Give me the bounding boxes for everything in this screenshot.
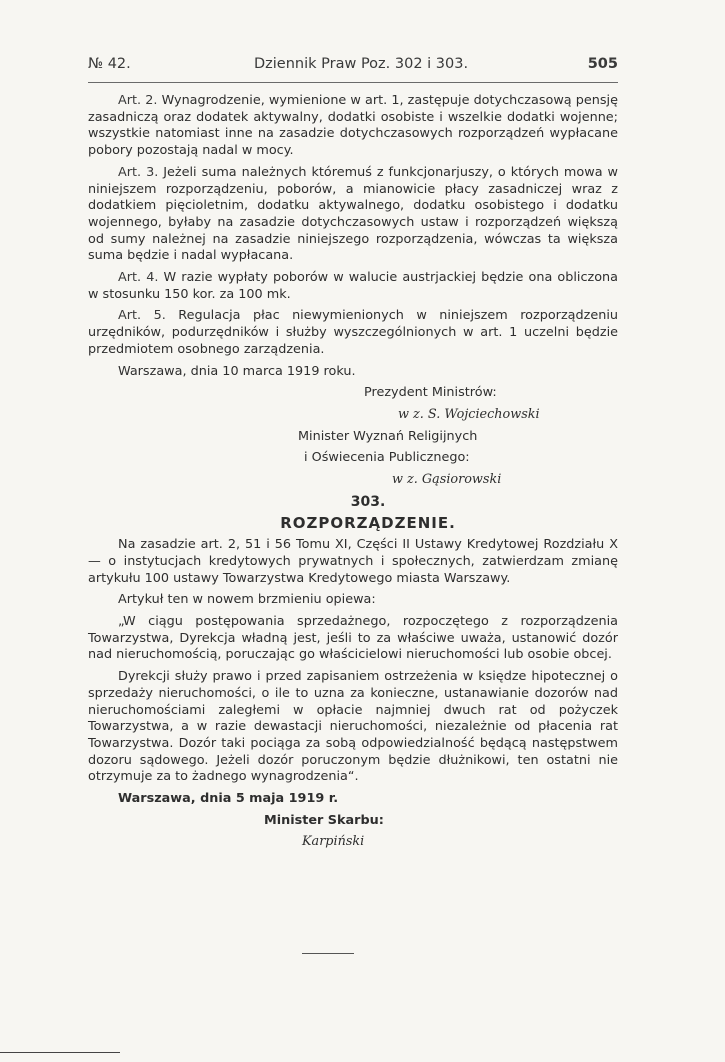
end-rule xyxy=(302,953,354,954)
article-4: Art. 4. W razie wypłaty poborów w walucie austrjackiej będzie ona obliczona w stosunku 150 kor. za 100 mk. xyxy=(88,270,618,302)
signature-title-2a: Minister Wyznań Religijnych xyxy=(298,428,478,444)
footer-line xyxy=(0,1052,120,1053)
section-paragraph: „W ciągu postępowania sprzedażnego, rozpoczętego z rozporządzenia Towarzystwa, Dyrekcja władną jest, jeśli to za właściwe uważa, ustanowić dozór nad nieruchomością, poruczając go właścicielowi nieruchomości lub osobie obcej. xyxy=(88,613,618,663)
section-title: ROZPORZĄDZENIE. xyxy=(280,514,456,533)
signature-title-2b: i Oświecenia Publicznego: xyxy=(304,450,470,466)
minister-title: Minister Skarbu: xyxy=(264,812,384,828)
journal-title: Dziennik Praw Poz. 302 i 303. xyxy=(254,56,469,72)
page-number: 505 xyxy=(587,56,618,72)
section-city-date: Warszawa, dnia 5 maja 1919 r. xyxy=(118,791,339,807)
minister-name: Karpiński xyxy=(302,834,365,850)
article-2: Art. 2. Wynagrodzenie, wymienione w art. 1, zastępuje dotychczasową pensję zasadniczą oraz dodatek aktywalny, dodatki osobiste i wszelkie dodatki wojenne; wszystkie natomiast inne na zasadzie dotychczasowych rozporządzeń wypłacane pobory pozostają nadal w mocy. xyxy=(88,93,618,159)
issue-number: № 42. xyxy=(88,56,131,72)
section-paragraph: Artykuł ten w nowem brzmieniu opiewa: xyxy=(118,592,376,608)
header-rule xyxy=(88,82,618,83)
section-paragraph: Dyrekcji służy prawo i przed zapisaniem ostrzeżenia w księdze hipotecznej o sprzedaży nieruchomości, o ile to uzna za konieczne, ustanawianie dozorów nad nieruchomościami zaległemi w opłacie najmniej dwuch rat od pożyczek Towarzystwa, a w razie dewastacji nieruchomości, niezależnie od płacenia rat Towarzystwa. Dozór taki pociąga za sobą odpowiedzialność będącą następstwem dozoru sądowego. Jeżeli dozór poruczonym będzie dłużnikowi, ten ostatni nie otrzymuje za to żadnego wynagrodzenia“. xyxy=(88,669,618,785)
signature-name-1: w z. S. Wojciechowski xyxy=(398,406,540,422)
signature-title-1: Prezydent Ministrów: xyxy=(364,385,497,401)
article-5: Art. 5. Regulacja płac niewymienionych w niniejszem rozporządzeniu urzędników, podurzędników i służby wyszczególnionych w art. 1 uczelni będzie przedmiotem osobnego zarządzenia. xyxy=(88,308,618,357)
signature-city-date: Warszawa, dnia 10 marca 1919 roku. xyxy=(118,363,356,379)
document-body xyxy=(88,93,618,856)
article-3: Art. 3. Jeżeli suma należnych któremuś z funkcjonarjuszy, o których mowa w niniejszem rozporządzeniu, poborów, a mianowicie płacy zasadniczej wraz z dodatkiem pięcioletnim, dodatku aktywalnego, dodatku osobistego i dodatku wojennego, byłaby na zasadzie dotychczasowych ustaw i rozporządzeń większą od sumy należnej na zasadzie niniejszego rozporządzenia, wówczas ta większa suma będzie i nadal wypłacana. xyxy=(88,164,618,264)
signature-name-2: w z. Gąsiorowski xyxy=(392,472,502,488)
section-number: 303. xyxy=(350,493,386,510)
section-paragraph: Na zasadzie art. 2, 51 i 56 Tomu XI, Części II Ustawy Kredytowej Rozdziału X — o instytucjach kredytowych prywatnych i społecznych, zatwierdzam zmianę artykułu 100 ustawy Towarzystwa Kredytowego miasta Warszawy. xyxy=(88,537,618,586)
